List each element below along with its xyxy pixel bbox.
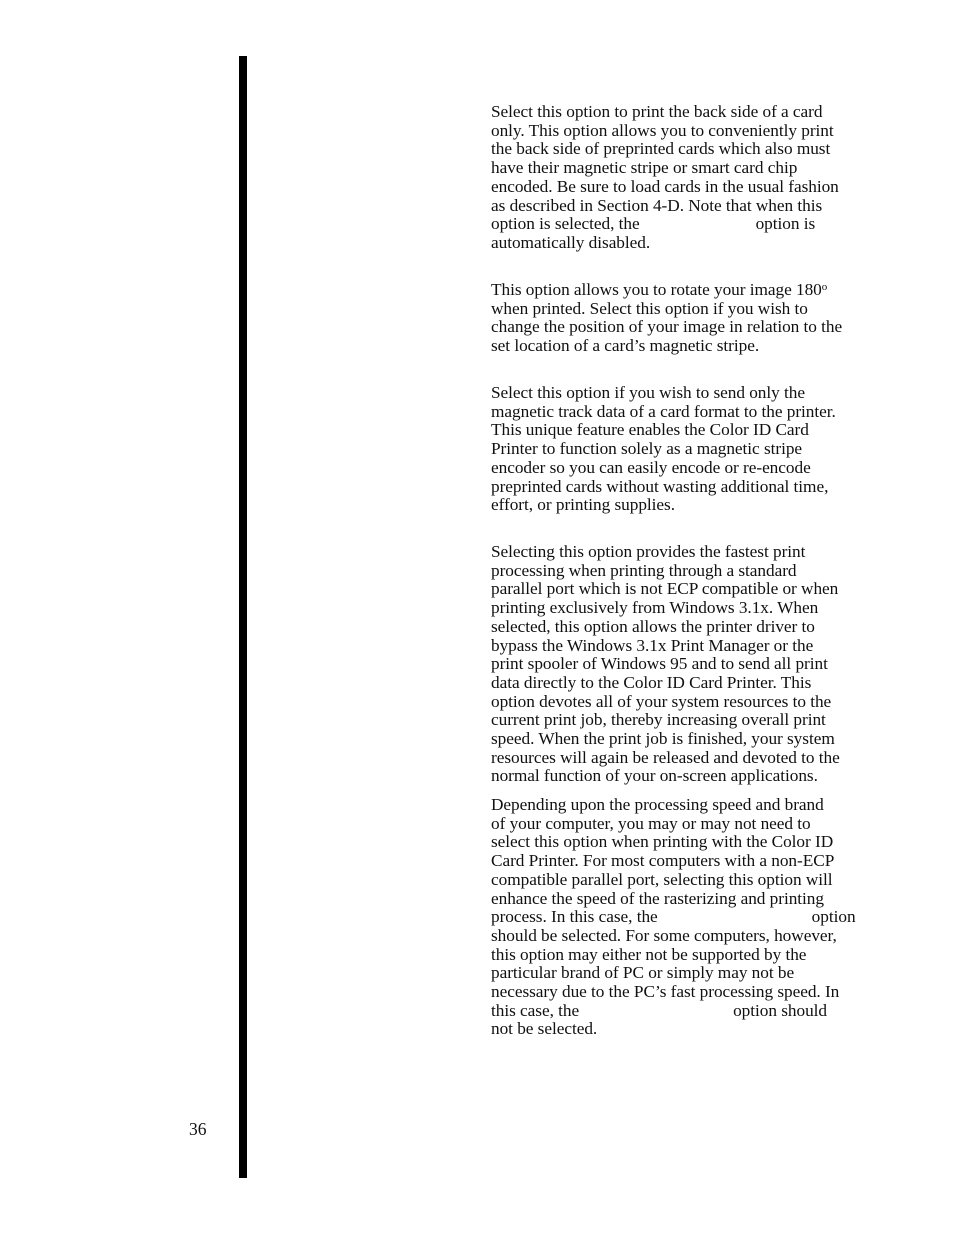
text-fragment: this case, the: [491, 1000, 580, 1020]
text-line: as described in Section 4-D. Note that when this: [491, 195, 823, 215]
text-line: encoder so you can easily encode or re-encode: [491, 457, 811, 477]
text-fragment: option is: [755, 214, 816, 234]
text-line-with-degree: [491, 281, 842, 300]
text-line: speed. When the print job is finished, your system: [491, 729, 835, 749]
text-line: resources will again be released and devoted to the: [491, 747, 840, 767]
page-number: 36: [189, 1119, 207, 1139]
text-line: Depending upon the processing speed and brand: [491, 795, 824, 814]
text-line: This unique feature enables the Color ID Card: [491, 420, 809, 440]
text-line: magnetic track data of a card format to the printer.: [491, 401, 836, 421]
text-line: option devotes all of your system resources to the: [491, 691, 832, 711]
text-line: only. This option allows you to conveniently print: [491, 120, 834, 140]
text-line: Card Printer. For most computers with a non-ECP: [491, 851, 835, 871]
text-line: not be selected.: [491, 1019, 598, 1039]
text-line: should be selected. For some computers, however,: [491, 925, 837, 945]
text-line: Selecting this option provides the fastest print: [491, 542, 806, 561]
text-line: compatible parallel port, selecting this option will: [491, 869, 833, 889]
text-line: enhance the speed of the rasterizing and printing: [491, 888, 824, 908]
text-line: current print job, thereby increasing overall print: [491, 710, 826, 730]
paragraph-direct-print: [491, 543, 840, 786]
text-fragment: option should: [733, 1000, 828, 1020]
text-line: normal function of your on-screen applications.: [491, 766, 818, 786]
text-line: particular brand of PC or simply may not be: [491, 963, 795, 983]
text-line: when printed. Select this option if you wish to: [491, 298, 808, 318]
paragraph-rotate-image: [491, 281, 842, 356]
text-line: printing exclusively from Windows 3.1x. When: [491, 598, 819, 618]
text-fragment: option: [811, 907, 856, 927]
text-line: of your computer, you may or may not need to: [491, 813, 811, 833]
text-line: select this option when printing with the Color ID: [491, 832, 834, 852]
text-line: encoded. Be sure to load cards in the usual fashion: [491, 176, 839, 196]
text-line: change the position of your image in relation to the: [491, 317, 843, 337]
text-fragment: option is selected, the: [491, 214, 640, 234]
text-line: Printer to function solely as a magnetic stripe: [491, 439, 803, 459]
text-line: set location of a card’s magnetic stripe.: [491, 336, 760, 356]
text-line: the back side of preprinted cards which also must: [491, 139, 831, 159]
paragraph-mag-track-data-only: [491, 384, 836, 515]
text-line: effort, or printing supplies.: [491, 495, 675, 515]
text-fragment: process. In this case, the: [491, 907, 658, 927]
text-line: Select this option to print the back side of a card: [491, 102, 823, 121]
text-line: processing when printing through a standard: [491, 560, 797, 580]
text-line: selected, this option allows the printer driver to: [491, 616, 815, 636]
degree-mark: o: [821, 281, 828, 293]
paragraph-print-back-side-only: [491, 103, 839, 253]
text-line: bypass the Windows 3.1x Print Manager or the: [491, 635, 814, 655]
text-line-with-gap: [491, 1002, 856, 1021]
paragraph-direct-print-note: [491, 796, 856, 1039]
text-line: automatically disabled.: [491, 232, 651, 252]
text-line: preprinted cards without wasting additional time,: [491, 476, 829, 496]
text-line-with-gap: [491, 215, 839, 234]
text-line: necessary due to the PC’s fast processing speed. In: [491, 982, 840, 1002]
text-line: Select this option if you wish to send only the: [491, 383, 805, 402]
text-fragment: This option allows you to rotate your image 180: [491, 280, 822, 299]
text-line: data directly to the Color ID Card Printer. This: [491, 672, 812, 692]
text-line: print spooler of Windows 95 and to send all print: [491, 654, 828, 674]
margin-rule: [239, 56, 247, 1178]
text-line: parallel port which is not ECP compatible or when: [491, 579, 839, 599]
text-line: have their magnetic stripe or smart card chip: [491, 158, 798, 178]
text-line-with-gap: [491, 908, 856, 927]
text-line: this option may either not be supported by the: [491, 944, 807, 964]
